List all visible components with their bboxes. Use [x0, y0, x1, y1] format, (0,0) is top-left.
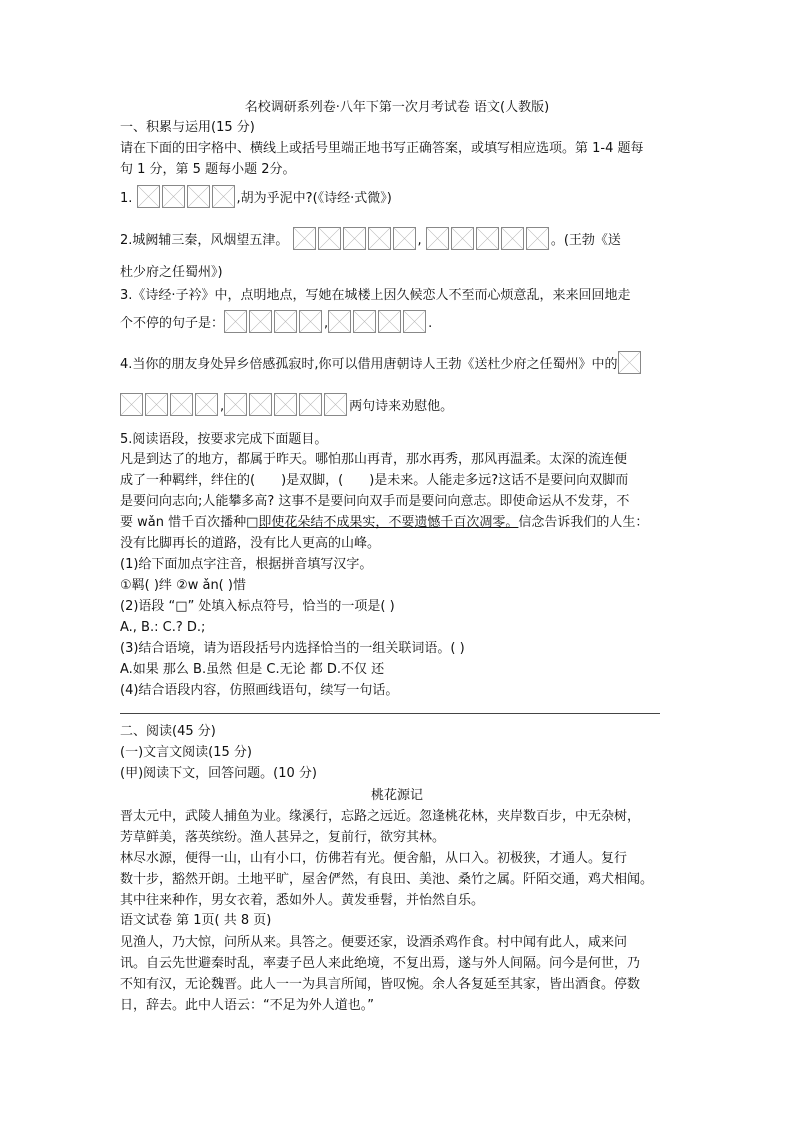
grid-cell[interactable]	[224, 310, 247, 333]
grid-cell[interactable]	[274, 393, 297, 416]
subquestion-3: (3)结合语境，请为语段括号内选择恰当的一组关联词语。( )	[120, 641, 465, 656]
q5-paragraph-line: 凡是到达了的地方，都属于昨天。哪怕那山再青，那水再秀，那风再温柔。太深的流连便	[120, 452, 628, 467]
grid-cell[interactable]	[451, 227, 474, 250]
q2-tail: 。(王勃《送	[550, 233, 621, 248]
grid-cell[interactable]	[393, 227, 416, 250]
q5-paragraph-line: 成了一种羁绊，绊住的( )是双脚，( )是未来。人能走多远?这话不是要问向双脚而	[120, 473, 629, 488]
q3-line-1: 3.《诗经·子衿》中，点明地点，写她在城楼上因久候恋人不至而心烦意乱，来来回回地走	[120, 288, 631, 303]
grid-cell[interactable]	[328, 310, 351, 333]
grid-cell[interactable]	[187, 185, 210, 208]
subsection-instruction: (甲)阅读下文，回答问题。(10 分)	[120, 766, 317, 781]
subquestion-2-options: A., B.: C.? D.;	[120, 620, 206, 635]
section-heading-1: 一、积累与运用(15 分)	[120, 120, 255, 135]
passage-title: 桃花源记	[370, 788, 423, 803]
passage-line: 晋太元中，武陵人捕鱼为业。缘溪行，忘路之远近。忽逢桃花林，夹岸数百步，中无杂树，	[120, 809, 641, 824]
grid-cell[interactable]	[343, 227, 366, 250]
page-title: 名校调研系列卷·八年下第一次月考试卷 语文(人教版)	[244, 100, 550, 115]
grid-cell[interactable]	[476, 227, 499, 250]
q5-paragraph-line: 没有比脚再长的道路，没有比人更高的山峰。	[120, 536, 381, 551]
grid-cell[interactable]	[120, 393, 143, 416]
question-3	[120, 310, 432, 333]
q1-tail: ,胡为乎泥中?(《诗经·式微》)	[236, 191, 392, 206]
q3-answer-grid-1[interactable]	[224, 310, 324, 333]
subquestion-4: (4)结合语段内容，仿照画线语句，续写一句话。	[120, 683, 399, 698]
grid-cell[interactable]	[299, 393, 322, 416]
grid-cell[interactable]	[224, 393, 247, 416]
grid-cell[interactable]	[353, 310, 376, 333]
passage-line: 其中往来种作，男女衣着，悉如外人。黄发垂髫，并怡然自乐。	[120, 893, 485, 908]
passage-line: 日，辞去。此中人语云：“不足为外人道也。”	[120, 998, 374, 1013]
q2-line-2: 杜少府之任蜀州》)	[120, 265, 223, 280]
grid-cell[interactable]	[293, 227, 316, 250]
q3-comma: ,	[324, 316, 329, 331]
grid-cell[interactable]	[299, 310, 322, 333]
q5-paragraph-line: 是要问向志向;人能攀多高? 这事不是要问向双手而是要问向意志。即使命运从不发芽，不	[120, 494, 630, 509]
q4-answer-grid-0[interactable]	[618, 351, 643, 374]
grid-cell[interactable]	[618, 351, 641, 374]
subquestion-2: (2)语段 “□” 处填入标点符号，恰当的一项是( )	[120, 599, 395, 614]
q4-line-1: 4.当你的朋友身处异乡倍感孤寂时,你可以借用唐朝诗人王勃《送杜少府之任蜀州》中的	[120, 357, 618, 372]
page-footer: 语文试卷 第 1页( 共 8 页)	[120, 913, 272, 928]
q2-answer-grid-2[interactable]	[426, 227, 551, 250]
question-4-line-2	[120, 393, 453, 416]
grid-cell[interactable]	[501, 227, 524, 250]
passage-line: 林尽水源，便得一山，山有小口，仿佛若有光。便舍船，从口入。初极狭，才通人。复行	[120, 851, 628, 866]
q2-comma: ,	[417, 233, 422, 248]
subquestion-1: (1)给下面加点字注音，根据拼音填写汉字。	[120, 557, 373, 572]
q4-tail: 两句诗来劝慰他。	[349, 399, 454, 414]
instructions-line-1: 请在下面的田字格中、横线上或括号里端正地书写正确答案，或填写相应选项。第 1-4 题每	[120, 141, 644, 156]
subsection-heading: (一)文言文阅读(15 分)	[120, 745, 252, 760]
passage-line: 不知有汉，无论魏晋。此人一一为具言所闻，皆叹惋。余人各复延至其家，皆出酒食。停数	[120, 977, 641, 992]
grid-cell[interactable]	[378, 310, 401, 333]
q3-end: .	[428, 316, 433, 331]
passage-line: 芳草鲜美，落英缤纷。渔人甚异之，复前行，欲穷其林。	[120, 830, 446, 845]
grid-cell[interactable]	[195, 393, 218, 416]
grid-cell[interactable]	[249, 393, 272, 416]
section-heading-2: 二、阅读(45 分)	[120, 724, 216, 739]
q2-answer-grid-1[interactable]	[293, 227, 418, 250]
grid-cell[interactable]	[403, 310, 426, 333]
passage-line: 数十步，豁然开朗。土地平旷，屋舍俨然，有良田、美池、桑竹之属。阡陌交通，鸡犬相闻。	[120, 872, 654, 887]
q5-paragraph-line	[120, 514, 648, 532]
passage-line: 讯。自云先世避秦时乱，率妻子邑人来此绝境，不复出焉，遂与外人间隔。问今是何世，乃	[120, 956, 641, 971]
grid-cell[interactable]	[212, 185, 235, 208]
grid-cell[interactable]	[368, 227, 391, 250]
q4-comma: ,	[220, 399, 225, 414]
passage-line: 见渔人，乃大惊，问所从来。具答之。便要还家，设酒杀鸡作食。村中闻有此人，咸来问	[120, 935, 628, 950]
q5-heading: 5.阅读语段，按要求完成下面题目。	[120, 432, 328, 447]
question-1	[120, 185, 392, 208]
grid-cell[interactable]	[426, 227, 449, 250]
subquestion-3-options: A.如果 那么 B.虽然 但是 C.无论 都 D.不仅 还	[120, 662, 385, 677]
grid-cell[interactable]	[162, 185, 185, 208]
q2-head: 2.城阙辅三秦，风烟望五津。	[120, 233, 289, 248]
q4-answer-grid-1[interactable]	[120, 393, 220, 416]
grid-cell[interactable]	[145, 393, 168, 416]
grid-cell[interactable]	[249, 310, 272, 333]
grid-cell[interactable]	[526, 227, 549, 250]
q5-line4-start: 要 wǎn 惜千百次播种□	[120, 515, 259, 530]
grid-cell[interactable]	[324, 393, 347, 416]
q3-answer-grid-2[interactable]	[328, 310, 428, 333]
question-4-line-1	[120, 351, 643, 374]
answer-line	[120, 713, 660, 714]
grid-cell[interactable]	[170, 393, 193, 416]
subquestion-1-items: ①羁( )绊 ②w ǎn( )惜	[120, 578, 246, 593]
q4-answer-grid-2[interactable]	[224, 393, 349, 416]
instructions-line-2: 句 1 分，第 5 题每小题 2分。	[120, 162, 296, 177]
question-2	[120, 227, 621, 250]
underlined-sentence: 即使花朵结不成果实，不要遗憾千百次凋零。	[258, 515, 519, 530]
grid-cell[interactable]	[274, 310, 297, 333]
q3-head: 个不停的句子是：	[120, 316, 225, 331]
grid-cell[interactable]	[318, 227, 341, 250]
grid-cell[interactable]	[137, 185, 160, 208]
q5-line4-end: 信念告诉我们的人生：	[518, 515, 649, 530]
q1-answer-grid[interactable]	[137, 185, 237, 208]
q1-number: 1.	[120, 191, 133, 206]
